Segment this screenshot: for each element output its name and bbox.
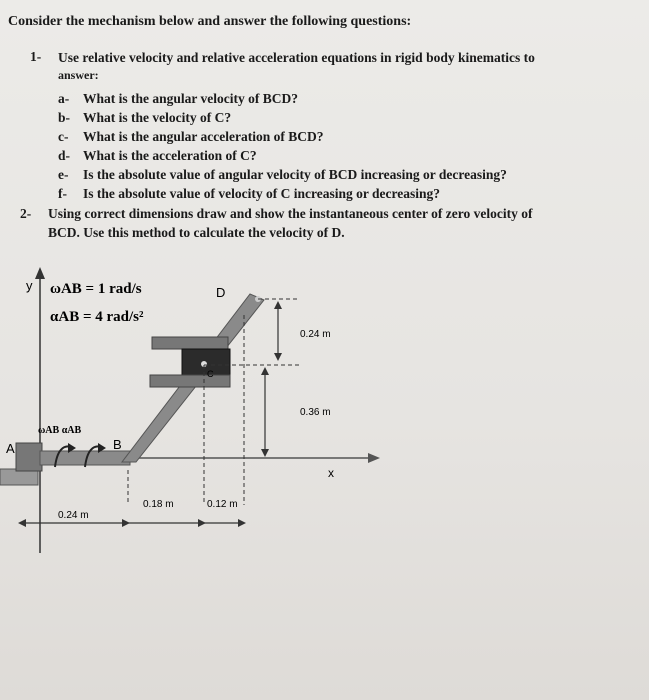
q1-item-d-letter: d- [58,148,71,163]
q1-text: Use relative velocity and relative acceleration equations in rigid body kinematics to [58,50,535,65]
q1-item-e-letter: e- [58,167,69,182]
q2-text2: BCD. Use this method to calculate the velocity of D. [48,225,345,240]
q2-text: Using correct dimensions draw and show the instantaneous center of zero velocity of [48,206,533,221]
y-axis-arrow [35,267,45,279]
q1-item-c-letter: c- [58,129,69,144]
dim-012-label: 0.12 m [207,499,238,510]
q1-item-e: Is the absolute value of angular velocity of BCD increasing or decreasing? [83,167,507,182]
mechanism-diagram [0,255,649,555]
dim-024-vertical-label: 0.24 m [300,329,331,340]
q1-item-b-letter: b- [58,110,71,125]
omega-alpha-small-label: ωAB αAB [38,425,82,436]
point-c-label: C [207,369,214,379]
q1-item-b: What is the velocity of C? [83,110,232,125]
q1-item-c: What is the angular acceleration of BCD? [83,129,324,144]
heading: Consider the mechanism below and answer the following questions: [8,14,412,29]
q1-item-d: What is the acceleration of C? [83,148,257,163]
dim-024-horizontal-label: 0.24 m [58,510,89,521]
pivot-a [16,443,42,471]
q1-item-f: Is the absolute value of velocity of C increasing or decreasing? [83,186,440,201]
dim-018-label: 0.18 m [143,499,174,510]
y-axis-label: y [26,278,33,293]
point-d-label: D [216,285,226,300]
point-b-label: B [113,437,122,452]
point-a-label: A [6,441,15,456]
omega-label: ωAB = 1 rad/s [50,281,142,297]
q1-item-a-letter: a- [58,91,70,106]
x-axis-arrow [368,453,380,463]
q1-item-f-letter: f- [58,186,67,201]
q1-text2: answer: [58,68,99,82]
mechanism-figure [0,255,649,555]
slider-guide-top [152,337,228,349]
alpha-label: αAB = 4 rad/s² [50,309,144,325]
q1-item-a: What is the angular velocity of BCD? [83,91,298,106]
dim-036-vertical-label: 0.36 m [300,407,331,418]
x-axis-label: x [328,466,334,480]
q2-number: 2- [20,206,32,221]
q1-number: 1- [30,49,42,64]
slider-guide-bottom [150,375,230,387]
